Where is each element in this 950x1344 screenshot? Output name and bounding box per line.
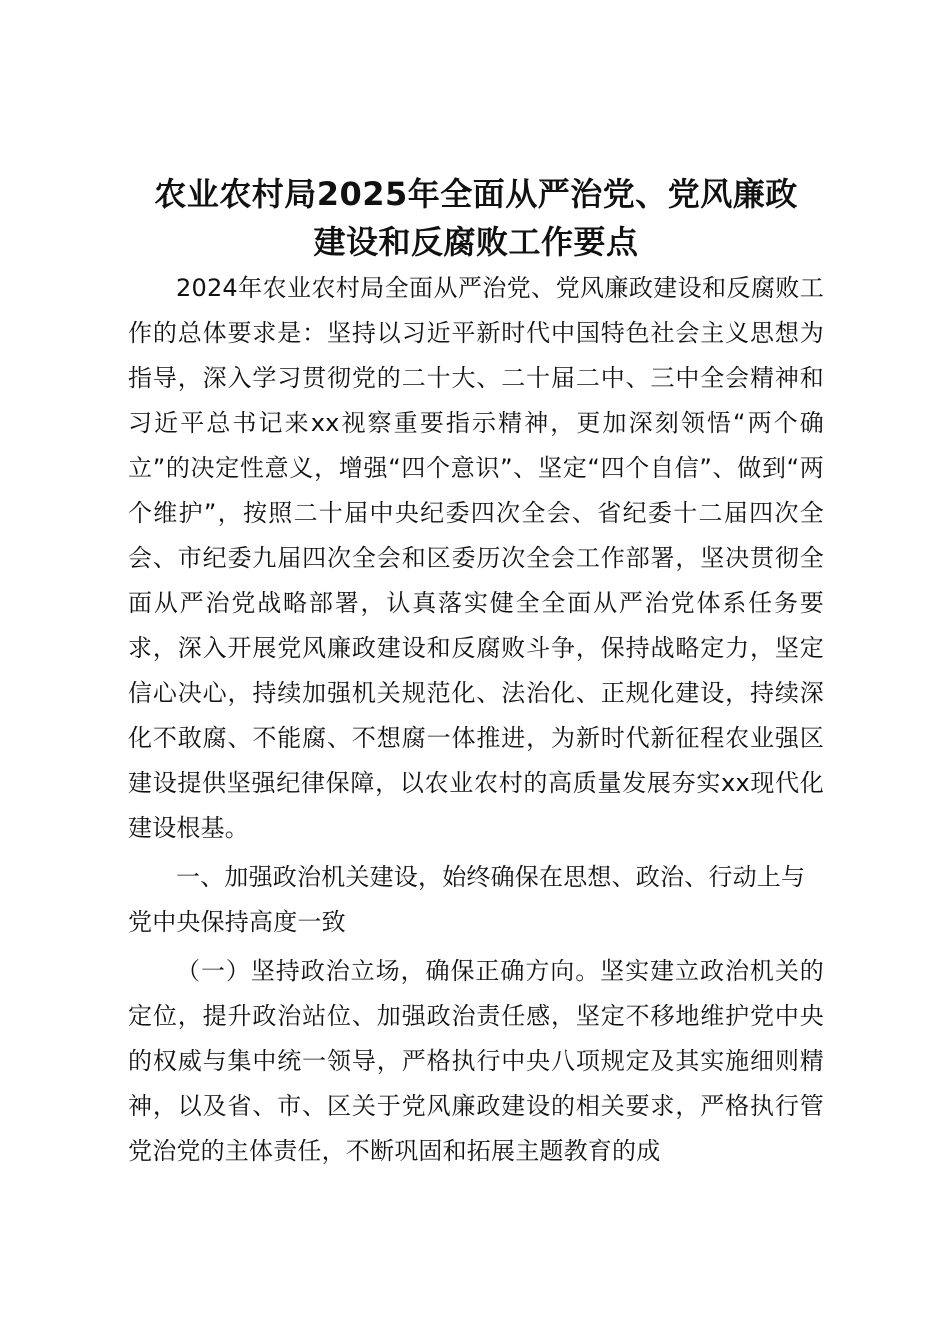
document-title	[128, 170, 824, 266]
subsection-paragraph-1: （一）坚持政治立场，确保正确方向。坚实建立政治机关的定位，提升政治站位、加强政治责任感，坚定不移地维护党中央的权威与集中统一领导，严格执行中央八项规定及其实施细则精神，以及省、市、区关于党风廉政建设的相关要求，严格执行管党治党的主体责任，不断巩固和拓展主题教育的成	[128, 957, 824, 1165]
section-heading-1: 一、加强政治机关建设，始终确保在思想、政治、行动上与党中央保持高度一致	[128, 863, 806, 936]
document-page	[128, 170, 824, 1174]
intro-paragraph: 2024年农业农村局全面从严治党、党风廉政建设和反腐败工作的总体要求是：坚持以习近平新时代中国特色社会主义思想为指导，深入学习贯彻党的二十大、二十届二中、三中全会精神和习近平总书记来xx视察重要指示精神，更加深刻领悟“两个确立”的决定性意义，增强“四个意识”、坚定“四个自信”、做到“两个维护”，按照二十届中央纪委四次全会、省纪委十二届四次全会、市纪委九届四次全会和区委历次全会工作部署，坚决贯彻全面从严治党战略部署，认真落实健全全面从严治党体系任务要求，深入开展党风廉政建设和反腐败斗争，保持战略定力，坚定信心决心，持续加强机关规范化、法治化、正规化建设，持续深化不敢腐、不能腐、不想腐一体推进，为新时代新征程农业强区建设提供坚强纪律保障，以农业农村的高质量发展夯实xx现代化建设根基。	[128, 274, 824, 842]
title-line-2: 建设和反腐败工作要点	[313, 223, 639, 261]
title-line-1: 农业农村局2025年全面从严治党、党风廉政	[154, 175, 798, 213]
